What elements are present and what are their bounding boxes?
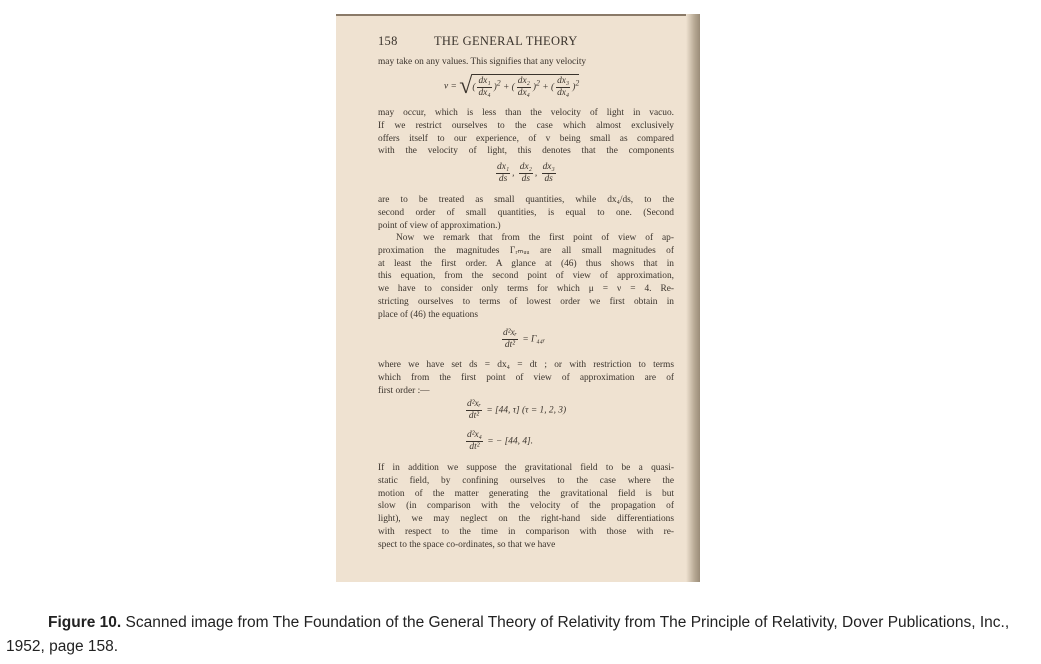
figure-caption — [6, 611, 1036, 659]
equation-temporal: $\frac{\text{d²x₄}}{\text{dt²}}$ = − [44, 4]. — [467, 430, 533, 452]
text-line: stricting ourselves to terms of lowest order we first obtain in — [378, 296, 674, 307]
paragraph — [378, 462, 674, 552]
text-line: spect to the space co-ordinates, so that we have — [378, 539, 556, 550]
paragraph — [378, 359, 674, 397]
paragraph — [378, 194, 674, 232]
fraction: $\frac{\text{dx₂}}{ds}$ — [519, 162, 532, 184]
text-line: If we restrict ourselves to the case which almost exclusively — [378, 120, 674, 131]
text-line: at least the first order. A glance at (46) thus shows that in — [378, 258, 674, 269]
page-number: 158 — [378, 34, 398, 48]
fraction: $\frac{\text{dx₂}}{\text{dx₄}}$ — [517, 76, 530, 98]
text-line: static field, by confining ourselves to the case where the — [378, 475, 674, 486]
fraction: $\frac{\text{dx₁}}{ds}$ — [497, 162, 510, 184]
paragraph — [378, 56, 674, 69]
text-line: Now we remark that from the first point of view of ap- — [396, 233, 674, 243]
text-line: with respect to the time in comparison with those with re- — [378, 526, 674, 537]
fraction: $\frac{\text{dx₃}}{ds}$ — [542, 162, 555, 184]
equation-spatial: $\frac{\text{d²xᵣ}}{\text{dt²}}$ = [44, τ] (τ = 1, 2, 3) — [467, 399, 567, 421]
text-line: which from the first point of view of approximation are of — [378, 372, 674, 383]
fraction: $\frac{\text{d²x₄}}{\text{dt²}}$ — [467, 430, 482, 452]
text-line: where we have set ds = dx₄ = dt ; or with restriction to terms — [378, 360, 674, 370]
caption-text: Scanned image from The Foundation of the General Theory of Relativity from The Principle of Relativity, Dover Publications, Inc., 1952, page 158. — [6, 614, 1010, 655]
text-line: are to be treated as small quantities, while dx₄/ds, to the — [378, 195, 674, 205]
fraction: $\frac{\text{d²xᵣ}}{\text{dt²}}$ — [503, 328, 517, 350]
paragraph — [378, 232, 674, 322]
paragraph — [378, 107, 674, 158]
text-line: may occur, which is less than the velocity of light in vacuo. — [378, 108, 674, 118]
fraction: $\frac{\text{dx₃}}{\text{dx₄}}$ — [557, 76, 570, 98]
text-line: motion of the matter generating the gravitational field is but — [378, 488, 674, 499]
sqrt-symbol: √ — [459, 73, 473, 100]
velocity-equation — [444, 74, 579, 99]
text-line: this equation, from the second point of view of approximation, — [378, 271, 674, 282]
text-line: may take on any values. This signifies that any velocity — [378, 57, 587, 67]
geodesic-equation: $\frac{\text{d²xᵣ}}{\text{dt²}}$ = Γ₄₄ᵣ — [503, 328, 546, 350]
text-line: offers itself to our experience, of v being small as compared — [378, 133, 674, 144]
sqrt-radicand: ( $\frac{\text{dx₁}}{\text{dx₄}}$ )$^2$ + ( $\frac{\text{dx₂}}{\text{dx₄}}$ )$^2$ + ( $\frac{\text{dx₃}}{\text{dx₄}}$ )$^2$ — [472, 76, 580, 98]
running-title: THE GENERAL THEORY — [434, 34, 578, 48]
scanned-page-image — [336, 14, 700, 582]
text-line: proximation the magnitudes Γᵣₘᵤᵤ are all small magnitudes of — [378, 245, 674, 256]
text-line: point of view of approximation.) — [378, 220, 501, 231]
text-line: we have to consider only terms for which μ = ν = 4. Re- — [378, 284, 674, 295]
text-line: second order of small quantities, is equal to one. (Second — [378, 207, 674, 218]
text-line: first order :— — [378, 385, 430, 396]
fraction: $\frac{\text{d²xᵣ}}{\text{dt²}}$ — [467, 399, 481, 421]
text-line: If in addition we suppose the gravitational field to be a quasi- — [378, 463, 674, 473]
text-line: with the velocity of light, this denotes that the components — [378, 146, 674, 157]
caption-label: Figure 10. — [48, 614, 122, 631]
components-equation: $\frac{\text{dx₁}}{ds}$ , $\frac{\text{dx₂}}{ds}$ , $\frac{\text{dx₃}}{ds}$ — [497, 162, 555, 184]
text-line: slow (in comparison with the velocity of the propagation of — [378, 501, 674, 512]
text-line: place of (46) the equations — [378, 309, 478, 320]
eq-lhs: v = — [444, 81, 457, 92]
fraction: $\frac{\text{dx₁}}{\text{dx₄}}$ — [478, 76, 491, 98]
text-line: light), we may neglect on the right-hand side differentiations — [378, 514, 674, 525]
